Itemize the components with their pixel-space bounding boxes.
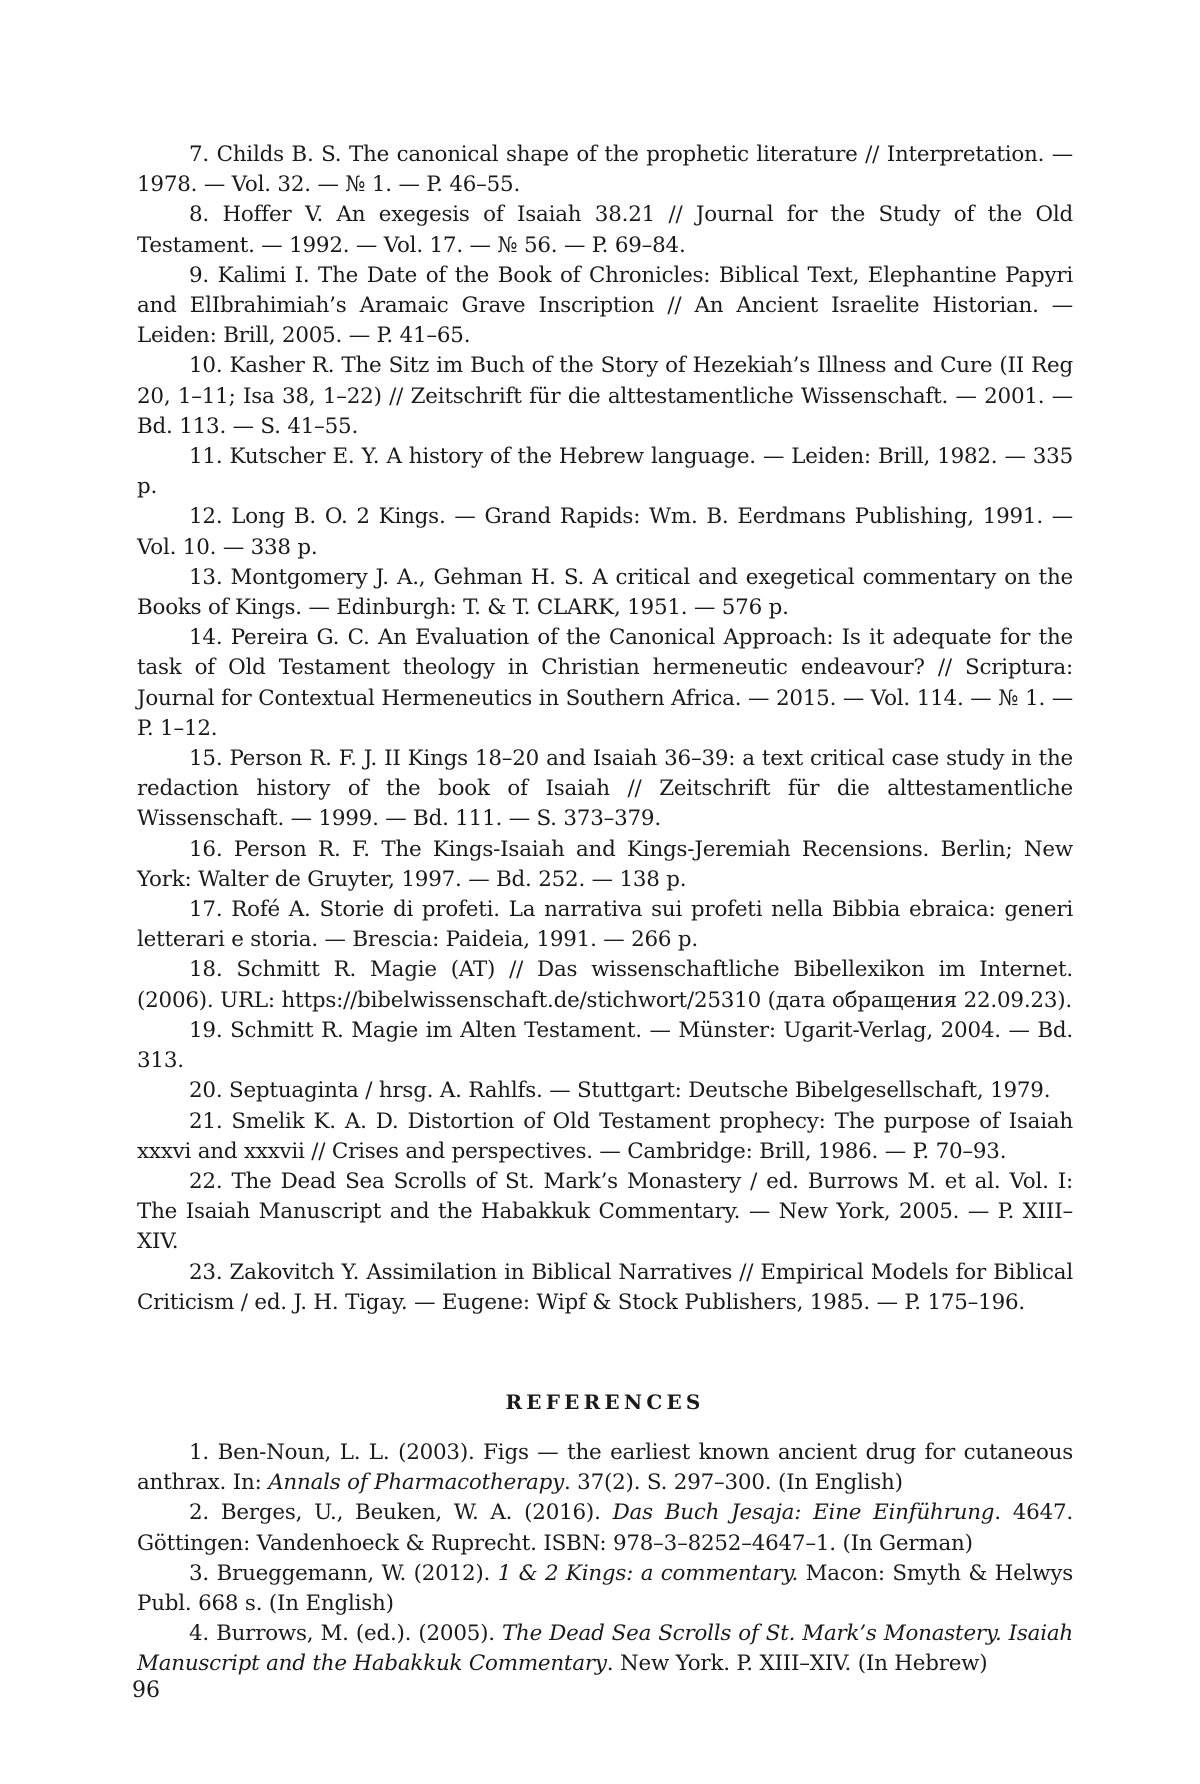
reference-italic-title: Das Buch Jesaja: Eine Einführung <box>613 1500 995 1525</box>
bibliography-entry: 16. Person R. F. The Kings-Isaiah and Kings-Jeremiah Recensions. Berlin; New York: Walter de Gruyter, 1997. — Bd. 252. — 138 p. <box>137 835 1073 895</box>
references-list <box>137 1438 1073 1680</box>
reference-text: 3. Brueggemann, W. (2012). <box>189 1561 498 1586</box>
page-body <box>137 140 1073 1680</box>
reference-text: . 4647. Göttingen: Vandenhoeck & Ruprecht. ISBN: 978–3–8252–4647–1. (In German) <box>137 1500 1073 1555</box>
bibliography-entry: 22. The Dead Sea Scrolls of St. Mark’s Monastery / ed. Burrows M. et al. Vol. I: The Isaiah Manuscript and the Habakkuk Commentary. — New York, 2005. — P. XIII–XIV. <box>137 1167 1073 1258</box>
bibliography-entry: 19. Schmitt R. Magie im Alten Testament. — Münster: Ugarit-Verlag, 2004. — Bd. 313. <box>137 1016 1073 1076</box>
reference-text: . 37(2). S. 297–300. (In English) <box>564 1470 903 1495</box>
bibliography-entry: 11. Kutscher E. Y. A history of the Hebrew language. — Leiden: Brill, 1982. — 335 p. <box>137 442 1073 502</box>
bibliography-entry: 15. Person R. F. J. II Kings 18–20 and Isaiah 36–39: a text critical case study in the redaction history of the book of Isaiah // Zeitschrift für die alttestamentliche Wissenschaft. — 1999. — Bd. 111. — S. 373–379. <box>137 744 1073 835</box>
bibliography-entry: 9. Kalimi I. The Date of the Book of Chronicles: Biblical Text, Elephantine Papyri and ElIbrahimiah’s Aramaic Grave Inscription // An Ancient Israelite Historian. — Leiden: Brill, 2005. — P. 41–65. <box>137 261 1073 352</box>
reference-italic-title: The Dead Sea Scrolls of St. Mark’s Monastery. Isaiah Manuscript and the Habakkuk Commentary <box>137 1621 1073 1676</box>
bibliography-list <box>137 140 1073 1318</box>
reference-entry <box>137 1438 1073 1498</box>
bibliography-entry: 17. Rofé A. Storie di profeti. La narrativa sui profeti nella Bibbia ebraica: generi letterari e storia. — Brescia: Paideia, 1991. — 266 p. <box>137 895 1073 955</box>
reference-text: . New York. P. XIII–XIV. (In Hebrew) <box>607 1651 988 1676</box>
bibliography-entry: 13. Montgomery J. A., Gehman H. S. A critical and exegetical commentary on the Books of Kings. — Edinburgh: T. & T. CLARK, 1951. — 576 p. <box>137 563 1073 623</box>
bibliography-entry: 20. Septuaginta / hrsg. A. Rahlfs. — Stuttgart: Deutsche Bibelgesellschaft, 1979. <box>137 1076 1073 1106</box>
references-heading: REFERENCES <box>137 1390 1073 1414</box>
reference-entry <box>137 1619 1073 1679</box>
reference-entry <box>137 1498 1073 1558</box>
bibliography-entry: 21. Smelik K. A. D. Distortion of Old Testament prophecy: The purpose of Isaiah xxxvi and xxxvii // Crises and perspectives. — Cambridge: Brill, 1986. — P. 70–93. <box>137 1107 1073 1167</box>
reference-text: 1. Ben-Noun, L. L. (2003). Figs — the earliest known ancient drug for cutaneous anthrax. In: <box>137 1440 1073 1495</box>
bibliography-entry: 23. Zakovitch Y. Assimilation in Biblical Narratives // Empirical Models for Biblical Criticism / ed. J. H. Tigay. — Eugene: Wipf & Stock Publishers, 1985. — P. 175–196. <box>137 1258 1073 1318</box>
bibliography-entry: 18. Schmitt R. Magie (AT) // Das wissenschaftliche Bibellexikon im Internet. (2006). URL: https://bibelwissenschaft.de/stichwort/25310 (дата обращения 22.09.23). <box>137 955 1073 1015</box>
reference-text: 4. Burrows, M. (ed.). (2005). <box>189 1621 502 1646</box>
bibliography-entry: 14. Pereira G. C. An Evaluation of the Canonical Approach: Is it adequate for the task of Old Testament theology in Christian hermeneutic endeavour? // Scriptura: Journal for Contextual Hermeneutics in Southern Africa. — 2015. — Vol. 114. — № 1. — P. 1–12. <box>137 623 1073 744</box>
bibliography-entry: 12. Long B. O. 2 Kings. — Grand Rapids: Wm. B. Eerdmans Publishing, 1991. — Vol. 10. — 338 p. <box>137 502 1073 562</box>
reference-text: 2. Berges, U., Beuken, W. A. (2016). <box>189 1500 613 1525</box>
reference-italic-title: 1 & 2 Kings: a commentary. <box>498 1561 798 1586</box>
page-number: 96 <box>132 1678 160 1703</box>
reference-text: Macon: Smyth & Helwys Publ. 668 s. (In English) <box>137 1561 1073 1616</box>
bibliography-entry: 7. Childs B. S. The canonical shape of the prophetic literature // Interpretation. — 1978. — Vol. 32. — № 1. — P. 46–55. <box>137 140 1073 200</box>
reference-italic-title: Annals of Pharmacotherapy <box>268 1470 564 1495</box>
bibliography-entry: 10. Kasher R. The Sitz im Buch of the Story of Hezekiah’s Illness and Cure (II Reg 20, 1–11; Isa 38, 1–22) // Zeitschrift für die alttestamentliche Wissenschaft. — 2001. — Bd. 113. — S. 41–55. <box>137 351 1073 442</box>
reference-entry <box>137 1559 1073 1619</box>
bibliography-entry: 8. Hoffer V. An exegesis of Isaiah 38.21 // Journal for the Study of the Old Testament. — 1992. — Vol. 17. — № 56. — P. 69–84. <box>137 200 1073 260</box>
